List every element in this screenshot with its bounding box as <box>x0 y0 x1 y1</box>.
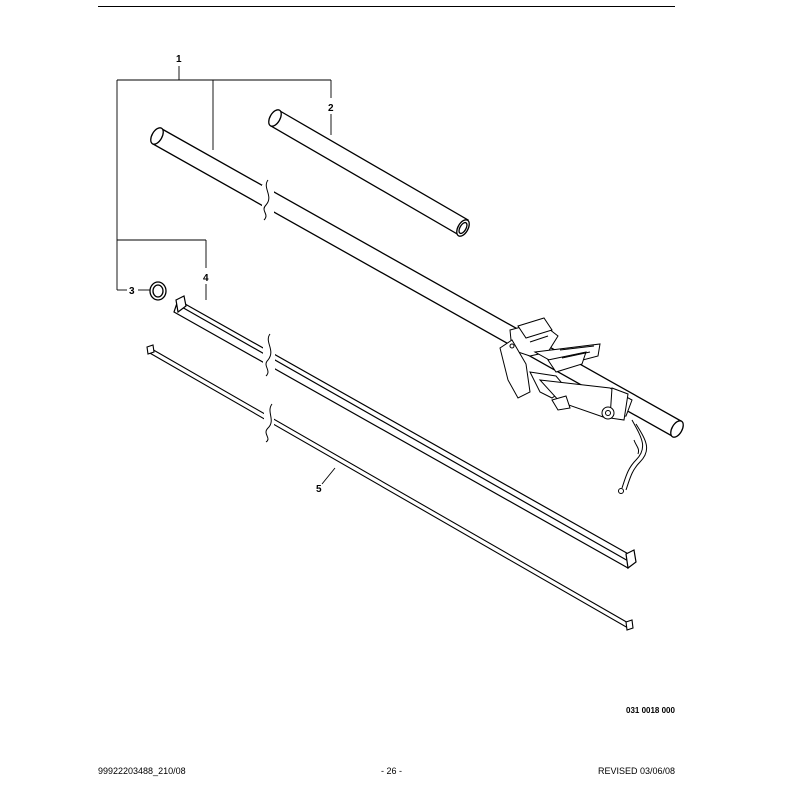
footer-page-number: - 26 - <box>381 766 403 776</box>
shaft-break-mark <box>262 180 274 220</box>
part-4-liner <box>174 296 636 568</box>
trigger-handle-assembly <box>500 318 632 420</box>
footer-document-number: 99922203488_210/08 <box>98 766 186 776</box>
throttle-cable <box>619 420 647 494</box>
part-3-ring <box>150 282 166 300</box>
drive-shaft-break-mark <box>264 404 274 442</box>
footer-revision-date: REVISED 03/06/08 <box>598 766 676 776</box>
liner-break-mark <box>263 334 275 376</box>
callout-3: 3 <box>129 286 135 297</box>
callout-5: 5 <box>316 484 322 495</box>
figure-code: 031 0018 000 <box>626 706 675 715</box>
callout-4: 4 <box>203 273 209 284</box>
callout-2: 2 <box>328 103 334 114</box>
callout-1: 1 <box>176 54 182 65</box>
